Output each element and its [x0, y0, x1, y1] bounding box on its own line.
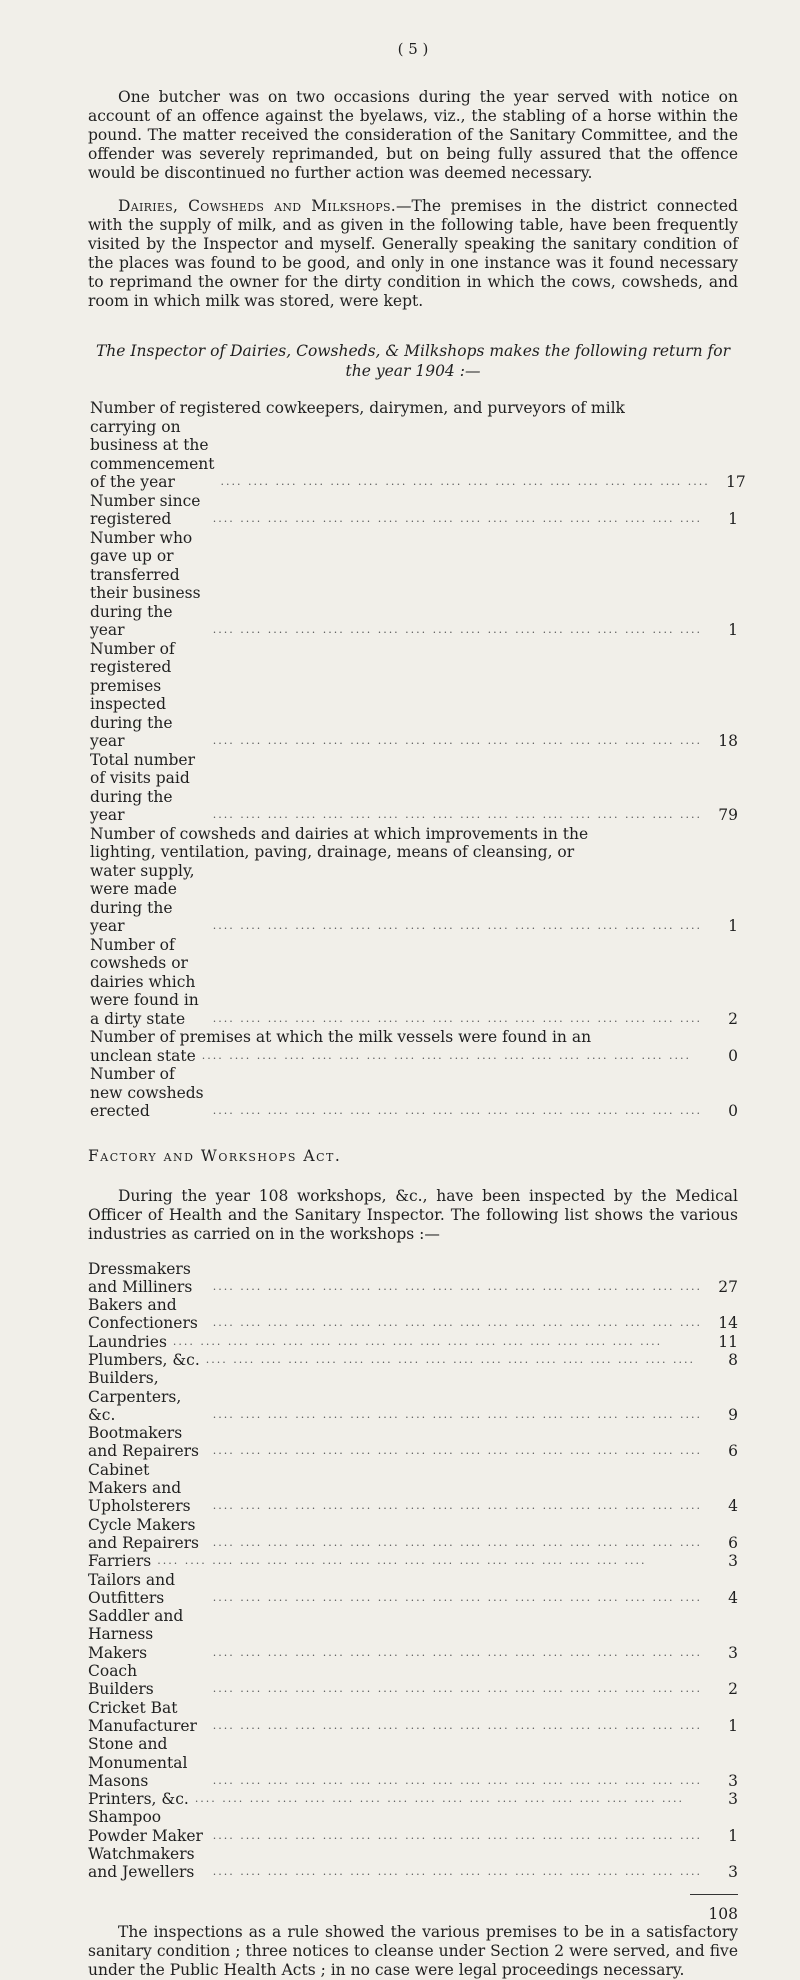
dairies-text: —The premises in the district connected with the supply of milk, and as given in the following table, have been frequently visited by the Inspector and myself. Generally speaking the sanitary condition of the places was found to be good, and only in one instance was it found necessary to reprimand the owner for the dirty condition in which the cows, cowsheds, and room in which milk was stored, were kept. [88, 197, 738, 310]
dairy-row-label: Total number of visits paid during the year [90, 750, 195, 824]
dairy-row-value: 0 [728, 1102, 738, 1120]
dairy-return-row [90, 529, 738, 640]
leader-dots: .... .... .... .... .... .... .... .... .... .... .... .... .... .... .... .... .... .... [212, 1828, 702, 1842]
dairy-return-row [90, 751, 738, 825]
leader-dots: .... .... .... .... .... .... .... .... .... .... .... .... .... .... .... .... .... .... [157, 1554, 647, 1568]
leader-dots: .... .... .... .... .... .... .... .... .... .... .... .... .... .... .... .... .... .... [212, 1535, 702, 1549]
dairy-row-value: 1 [728, 917, 738, 935]
leader-dots: .... .... .... .... .... .... .... .... .... .... .... .... .... .... .... .... .... .... [212, 1444, 702, 1458]
dairy-row-line [90, 399, 738, 418]
leader-dots: .... .... .... .... .... .... .... .... .... .... .... .... .... .... .... .... .... .... [212, 1104, 702, 1117]
dairy-row-value: 17 [725, 473, 746, 491]
dairy-row-continuation-text: lighting, ventilation, paving, drainage, means of cleansing, or [90, 843, 575, 861]
dairy-row-line [90, 640, 738, 751]
leader-dots: .... .... .... .... .... .... .... .... .... .... .... .... .... .... .... .... .... .... [212, 1682, 702, 1696]
workshop-count: 1 [728, 1716, 738, 1735]
leader-dots: .... .... .... .... .... .... .... .... .... .... .... .... .... .... .... .... .... .... [212, 1718, 702, 1732]
workshops-list [88, 1260, 738, 1882]
dairy-row-value: 1 [728, 510, 738, 528]
dairy-return-row [90, 1065, 738, 1121]
workshop-row [88, 1735, 738, 1790]
workshop-row [88, 1662, 738, 1699]
workshop-label: Stone and Monumental Masons [88, 1735, 188, 1790]
workshop-count: 9 [728, 1405, 738, 1424]
workshop-label: Bootmakers and Repairers [88, 1424, 199, 1461]
workshop-count: 2 [728, 1680, 738, 1699]
leader-dots: .... .... .... .... .... .... .... .... .... .... .... .... .... .... .... .... .... .... [212, 919, 702, 932]
leader-dots: .... .... .... .... .... .... .... .... .... .... .... .... .... .... .... .... .... .... [220, 475, 710, 488]
dairy-return-row [90, 825, 738, 936]
dairy-row-value: 1 [728, 621, 738, 639]
dairy-return-row [90, 1028, 738, 1065]
dairy-row-label: Number since registered [90, 491, 201, 528]
dairy-row-continuation [90, 417, 746, 492]
factory-heading: Factory and Workshops Act. [88, 1146, 342, 1165]
total-rule [690, 1894, 738, 1895]
paragraph-closing: The inspections as a rule showed the various premises to be in a satisfactory sanitary condition ; three notices to cleanse under Section 2 were served, and five under the Public Health Acts ; in no case were legal proceedings necessary. [88, 1922, 738, 1979]
dairy-row-line [90, 492, 738, 529]
workshop-row [88, 1516, 738, 1553]
workshop-row [88, 1333, 738, 1351]
workshop-label: Shampoo Powder Maker [88, 1808, 203, 1845]
workshop-count: 27 [718, 1277, 738, 1296]
workshops-total: 108 [708, 1904, 738, 1923]
leader-dots: .... .... .... .... .... .... .... .... .... .... .... .... .... .... .... .... .... .... [212, 1279, 702, 1293]
leader-dots: .... .... .... .... .... .... .... .... .... .... .... .... .... .... .... .... .... .... [194, 1792, 685, 1806]
workshop-row [88, 1552, 738, 1570]
workshop-row [88, 1260, 738, 1297]
leader-dots: .... .... .... .... .... .... .... .... .... .... .... .... .... .... .... .... .... .... [212, 1645, 702, 1659]
dairy-row-value: 0 [728, 1046, 738, 1065]
leader-dots: .... .... .... .... .... .... .... .... .... .... .... .... .... .... .... .... .... .... [212, 1773, 702, 1787]
workshop-count: 11 [718, 1332, 738, 1351]
dairy-row-label: Number of premises at which the milk vessels were found in an [90, 1028, 592, 1046]
workshop-label: Plumbers, &c. [88, 1350, 200, 1369]
dairy-row-label: Number of registered premises inspected during the year [90, 639, 175, 750]
workshop-row [88, 1571, 738, 1608]
dairy-row-value: 18 [718, 732, 738, 750]
workshop-row [88, 1808, 738, 1845]
workshop-label: Tailors and Outfitters [88, 1570, 176, 1607]
workshop-row [88, 1369, 738, 1424]
leader-dots: .... .... .... .... .... .... .... .... .... .... .... .... .... .... .... .... .... .... [201, 1048, 691, 1062]
workshop-label: Cycle Makers and Repairers [88, 1515, 199, 1552]
dairy-return-row [90, 640, 738, 751]
dairy-return-row [90, 399, 746, 492]
workshop-row [88, 1845, 738, 1882]
workshop-row [88, 1790, 738, 1808]
dairy-row-label: Number of cowsheds and dairies at which improvements in the [90, 824, 589, 843]
leader-dots: .... .... .... .... .... .... .... .... .... .... .... .... .... .... .... .... .... .... [212, 808, 702, 821]
leader-dots: .... .... .... .... .... .... .... .... .... .... .... .... .... .... .... .... .... .... [212, 1011, 702, 1025]
workshop-row [88, 1296, 738, 1333]
workshop-label: Printers, &c. [88, 1790, 189, 1809]
workshop-label: Cabinet Makers and Upholsterers [88, 1460, 191, 1516]
workshop-count: 4 [728, 1497, 738, 1516]
inspector-return-heading: The Inspector of Dairies, Cowsheds, & Milkshops makes the following return for the year 1904 :— [95, 342, 731, 380]
dairy-row-continuation-text: water supply, were made during the year [90, 861, 195, 935]
dairy-row-continuation-text: unclean state [90, 1046, 196, 1065]
dairy-return-list [90, 399, 746, 1121]
workshop-count: 6 [728, 1533, 738, 1552]
workshop-label: Builders, Carpenters, &c. [88, 1369, 182, 1424]
leader-dots: .... .... .... .... .... .... .... .... .... .... .... .... .... .... .... .... .... .... [212, 1316, 702, 1330]
dairy-row-line [90, 1028, 738, 1047]
dairy-row-line [90, 825, 738, 844]
dairy-return-row [90, 492, 738, 529]
workshop-count: 6 [728, 1442, 738, 1461]
document-page [88, 40, 746, 1980]
workshop-count: 3 [728, 1552, 738, 1571]
workshop-label: Saddler and Harness Makers [88, 1607, 184, 1662]
dairy-return-row [90, 936, 738, 1029]
workshop-label: Laundries [88, 1332, 167, 1351]
dairies-heading: Dairies, Cowsheds and Milkshops. [118, 197, 397, 215]
workshop-label: Coach Builders [88, 1662, 154, 1699]
leader-dots: .... .... .... .... .... .... .... .... .... .... .... .... .... .... .... .... .... .... [172, 1334, 663, 1348]
workshop-count: 3 [728, 1790, 738, 1809]
leader-dots: .... .... .... .... .... .... .... .... .... .... .... .... .... .... .... .... .... .... [212, 734, 702, 747]
dairy-row-continuation [90, 862, 738, 936]
dairy-row-line [90, 936, 738, 1029]
paragraph-dairies [88, 197, 738, 311]
dairy-row-label: Number of new cowsheds erected [90, 1065, 204, 1120]
workshop-count: 3 [728, 1771, 738, 1790]
workshop-count: 3 [728, 1863, 738, 1882]
paragraph-workshops: During the year 108 workshops, &c., have been inspected by the Medical Officer of Health and the Sanitary Inspector. The following list shows the various industries as carried on in the workshops :— [88, 1186, 738, 1243]
workshop-label: Dressmakers and Milliners [88, 1259, 193, 1296]
page-number: ( 5 ) [397, 40, 429, 58]
leader-dots: .... .... .... .... .... .... .... .... .... .... .... .... .... .... .... .... .... .... [205, 1352, 695, 1366]
workshop-count: 8 [728, 1350, 738, 1369]
workshop-row [88, 1351, 738, 1369]
leader-dots: .... .... .... .... .... .... .... .... .... .... .... .... .... .... .... .... .... .... [212, 1590, 702, 1604]
workshop-row [88, 1424, 738, 1461]
workshop-label: Watchmakers and Jewellers [88, 1845, 195, 1882]
dairy-row-continuation [90, 1047, 738, 1066]
workshop-count: 1 [728, 1826, 738, 1845]
workshop-count: 3 [728, 1643, 738, 1662]
dairy-row-label: Number of registered cowkeepers, dairymen, and purveyors of milk [90, 399, 625, 417]
leader-dots: .... .... .... .... .... .... .... .... .... .... .... .... .... .... .... .... .... .... [212, 1499, 702, 1513]
leader-dots: .... .... .... .... .... .... .... .... .... .... .... .... .... .... .... .... .... .... [212, 1407, 702, 1421]
dairy-row-value: 2 [728, 1009, 738, 1028]
dairy-row-label: Number who gave up or transferred their business during the year [90, 528, 201, 639]
dairy-row-line [90, 751, 738, 825]
leader-dots: .... .... .... .... .... .... .... .... .... .... .... .... .... .... .... .... .... .... [212, 623, 702, 636]
workshop-label: Farriers [88, 1552, 152, 1571]
leader-dots: .... .... .... .... .... .... .... .... .... .... .... .... .... .... .... .... .... .... [212, 1865, 702, 1879]
leader-dots: .... .... .... .... .... .... .... .... .... .... .... .... .... .... .... .... .... .... [212, 512, 702, 525]
workshop-count: 14 [718, 1314, 738, 1333]
dairy-row-line [90, 529, 738, 640]
paragraph-butcher: One butcher was on two occasions during the year served with notice on account of an offence against the byelaws, viz., the stabling of a horse within the pound. The matter received the consideration of the Sanitary Committee, and the offender was severely reprimanded, but on being fully assured that the offence would be discontinued no further action was deemed necessary. [88, 88, 738, 182]
workshop-row [88, 1607, 738, 1662]
workshop-count: 4 [728, 1588, 738, 1607]
workshop-label: Cricket Bat Manufacturer [88, 1698, 197, 1735]
dairy-row-continuation [90, 843, 738, 862]
dairy-row-label: Number of cowsheds or dairies which were found in a dirty state [90, 935, 199, 1028]
workshop-row [88, 1699, 738, 1736]
workshop-label: Bakers and Confectioners [88, 1296, 198, 1333]
workshop-row [88, 1461, 738, 1516]
dairy-row-line [90, 1065, 738, 1121]
dairy-row-continuation-text: carrying on business at the commencement of the year [90, 417, 215, 491]
dairy-row-value: 79 [718, 806, 738, 824]
